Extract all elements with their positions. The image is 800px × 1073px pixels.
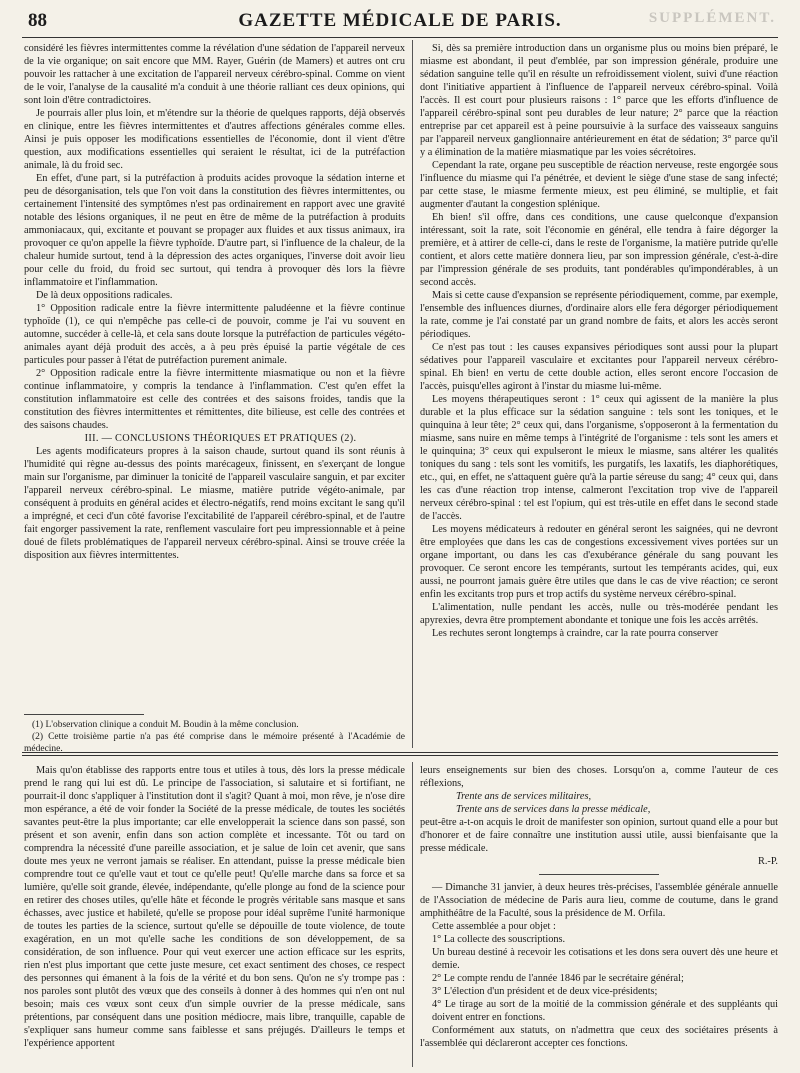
article-column-top-right bbox=[420, 42, 778, 748]
paragraph: Eh bien! s'il offre, dans ces conditions, une cause quelconque d'expansion intéressant, soit la rate, soit l'économie en général, elle tendra à faire dégorger la première, et à attirer de celle-ci, dans le reste de l'organisme, la matière putride qu'elle contient, et alors cette matière donnera lieu, par son impression générale, c'est-à-dire par l'impression générale de ses produits, tant pondérables qu'impondérables, à un second accès. bbox=[420, 212, 778, 288]
separator-rule bbox=[539, 874, 659, 875]
paragraph: Les rechutes seront longtemps à craindre, car la rate pourra conserver bbox=[432, 628, 719, 639]
signature: R.-P. bbox=[757, 856, 778, 867]
announcement: — Dimanche 31 janvier, à deux heures très-précises, l'assemblée générale annuelle de l'Association de médecine de Paris aura lieu, comme de coutume, dans le grand amphithéâtre de la Faculté, sous la présidence de M. Orfila. bbox=[420, 882, 778, 919]
column-divider-bottom bbox=[412, 762, 413, 1067]
paragraph: peut-être a-t-on acquis le droit de manifester son opinion, surtout quand elle a pour but d'honorer et de faire connaître une institution aussi utile, aussi bienfaisante que la presse médicale. bbox=[420, 817, 778, 854]
footnote-rule bbox=[24, 714, 144, 715]
header-rule bbox=[22, 37, 778, 38]
paragraph: Mais qu'on établisse des rapports entre tous et utiles à tous, dès lors la presse médicale prend le rang qui lui est dû. Le principe de l'association, si salutaire et si fortifiant, ne pourrait-il donc s'appliquer à l'institution dont il s'agit? Quant à moi, mon rêve, je n'ose dire mon espérance, a été de voir fonder la Société de la presse médicale, de toutes les sociétés savantes peut-être la plus importante; car elle envelopperait la science dans son passé, son présent et son avenir, enfin dans son action complète et incessante. Tôt ou tard on comprendra la nécessité d'une pareille association, et je salue de loin cet avenir, que sans doute mes yeux ne verront jamais se réaliser. En attendant, puisse la presse médicale bien comprendre tout ce qu'elle vaut et tout ce qu'elle peut! Qu'elle marche dans sa force et sa lumière, qu'elle soit grande, élevée, indépendante, qu'elle plonge au fond de la science pour en retirer des choses utiles, qu'elle hâte et féconde le progrès véritable sans masque et sans échasses, avec justice et habileté, qu'elle se propose pour idéal suprême l'unité harmonique de toutes les parties de la science, surtout qu'elle se dépouille de toute violence, de toute exagération, en un mot qu'elle sache les conditions de son développement, de sa considération, de son influence. Pour qui veut exercer une action efficace sur les esprits, rien n'est plus important que cette juste mesure, cet exact sentiment des choses, ce respect des personnes qui émanent à la fois de la vérité et du bon sens. Qu'on ne s'y trompe pas : nos paroles sont plutôt des vœux que des conseils à donner à des hommes qui n'en ont nul besoin; mais ces vœux sont ceux d'un simple ouvrier de la presse médicale, sans prétentions, par conséquent dans une position médiocre, mais libre, tranquille, capable de s'expliquer sans humeur comme sans faiblesse et sans préjugés. D'ailleurs le temps et l'expérience apportent bbox=[24, 765, 405, 1049]
quote-line bbox=[420, 803, 778, 816]
page-number: 88 bbox=[28, 10, 47, 31]
paragraph: 2° Opposition radicale entre la fièvre intermittente miasmatique ou non et la fièvre continue inflammatoire, y compris la tendance à l'inflammation. C'est qu'en effet la constitution inflammatoire est celle des contrées et des saisons froides, tandis que la constitution des fièvres intermittentes et rémittentes, dite bilieuse, est celle des contrées et des saisons chaudes. bbox=[24, 368, 405, 431]
paragraph: leurs enseignements sur bien des choses. Lorsqu'on a, comme l'auteur de ces réflexions, bbox=[420, 765, 778, 789]
page-header bbox=[22, 6, 778, 36]
paragraph: Cette assemblée a pour objet : bbox=[432, 921, 556, 932]
quote-text: Trente ans de services dans la presse médicale, bbox=[456, 804, 651, 815]
paragraph: Si, dès sa première introduction dans un organisme plus ou moins bien préparé, le miasme est abondant, il peut d'emblée, par son impression générale, produire une sédation sanguine telle qu'il en résulte un refroidissement violent, suivi d'une réaction dont l'initiative appartient à l'influence de l'appareil nerveux cérébro-spinal. Voilà l'accès. Il est court pour plusieurs raisons : 1° parce que les efforts d'influence de l'appareil cérébro-spinal sont peu durables de leur nature; 2° parce que la réaction entreprise par cet appareil est à peine poursuivie à la surface des vaisseaux sanguins par l'appareil nerveux ganglionnaire antérieurement en état de sédation; 3° parce qu'il y a élimination de la matière miasmatique par les voies sécrétoires. bbox=[420, 43, 778, 158]
feuilleton-column-left bbox=[24, 764, 405, 1069]
column-divider-top bbox=[412, 40, 413, 748]
footnote: (1) L'observation clinique a conduit M. Boudin à la même conclusion. bbox=[32, 720, 299, 730]
supplement-label: SUPPLÉMENT. bbox=[648, 10, 776, 26]
section-heading: III. — CONCLUSIONS THÉORIQUES ET PRATIQUES (2). bbox=[84, 433, 357, 444]
paragraph: Cependant la rate, organe peu susceptible de réaction nerveuse, reste engorgée sous l'influence du miasme qui l'a pénétrée, et devient le siège d'une stase de sang infecté; par cette stase, le miasme fermente mieux, est peu éliminé, se multiplie, et fait augmenter d'autant la congestion splénique. bbox=[420, 160, 778, 210]
footnotes bbox=[24, 708, 405, 755]
paragraph: Les moyens médicateurs à redouter en général seront les saignées, qui ne devront être employées que dans les cas de congestions excessivement vives portées sur un organe important, ou dans les cas d'exubérance générale du sang pouvant les provoquer. Ce seront encore les tempérants, surtout les tempérants acides, qui, eux aussi, ne pourront jamais guère être utiles que dans le cas de vive réaction; ce seront enfin les excitants trop purs et trop actifs du système nerveux cérébro-spinal. bbox=[420, 524, 778, 600]
agenda-list bbox=[420, 933, 778, 1024]
feuilleton-rule-double bbox=[22, 755, 778, 756]
feuilleton-column-right bbox=[420, 764, 778, 1069]
paragraph: Les moyens thérapeutiques seront : 1° ceux qui agissent de la manière la plus durable et la plus efficace sur la sédation sanguine : tels sont les toniques, et le quinquina à leur tête; 2° ceux qui, dans l'organisme, s'opposeront à la fermentation du miasme, sans nuire en même temps à l'intégrité de l'organisme : tels sont les amers et le quinquina; 3° ceux qui expulseront le mieux le miasme, sans altérer les qualités toniques du sang : tels sont les vomitifs, les purgatifs, les laxatifs, les diaphorétiques, etc., qui, en effet, ne s'attaquent guère qu'à la partie séreuse du sang; 4° ceux qui, dans les cas d'une réaction trop intense, calmeront l'excitation trop vive de l'appareil nerveux cérébro-spinal : tel est l'opium, qui est très-utile en effet dans le second stade de l'accès. bbox=[420, 394, 778, 522]
paragraph: considéré les fièvres intermittentes comme la révélation d'une sédation de l'appareil nerveux de la vie organique; on sait encore que MM. Rayer, Guérin (de Mamers) et autres ont cru pouvoir les rattacher à une excitation de l'appareil nerveux cérébro-spinal. Comme on vient de le voir, l'analyse de la causalité m'a conduit à une théorie ralliant ces deux opinions, qui sont loin d'être contradictoires. bbox=[24, 43, 405, 106]
paragraph: Mais si cette cause d'expansion se représente périodiquement, comme, par exemple, l'ensemble des influences diurnes, d'ordinaire alors elle fera dégorger périodiquement la rate, comme je l'ai constaté par un grand nombre de faits, et alors les accès seront périodiques. bbox=[420, 290, 778, 340]
paragraph: Ce n'est pas tout : les causes expansives périodiques sont aussi pour la plupart sédatives pour l'appareil vasculaire et excitantes pour l'appareil nerveux cérébro-spinal. Eh bien! en vertu de cette double action, elles seront encore l'occasion de l'accès, puisqu'elles agiront à l'instar du miasme lui-même. bbox=[420, 342, 778, 392]
list-item: 2° Le compte rendu de l'année 1846 par le secrétaire général; bbox=[432, 973, 684, 984]
paragraph: Conformément aux statuts, on n'admettra que ceux des sociétaires présents à l'assemblée qui déclareront accepter ces fonctions. bbox=[420, 1025, 778, 1049]
paragraph: En effet, d'une part, si la putréfaction à produits acides provoque la sédation interne et peu de désorganisation, tels que l'on voit dans la constitution des fièvres intermittentes, ou certainement l'intensité des symptômes n'est pas ordinairement en rapport avec une gravité notable des lésions organiques, il ne peut en être de même de la putréfaction à produits ammoniacaux, qui, excitante et pouvant se propager aux fluides et aux tissus animaux, ira provoquer ce qu'on appelle la fièvre typhoïde. D'autre part, si l'influence de la chaleur, de la chaleur humide surtout, tend à la dépression des actes organiques, l'inverse doit avoir lieu pour celle du froid, du froid sec surtout, qui tendra à provoquer dès lors la fièvre inflammatoire et l'inflammation. bbox=[24, 173, 405, 288]
list-item: 4° Le tirage au sort de la moitié de la commission générale et des suppléants qui doivent entrer en fonctions. bbox=[432, 999, 778, 1023]
paragraph: Les agents modificateurs propres à la saison chaude, surtout quand ils sont réunis à l'humidité qui règne au-dessus des points marécageux, finissent, en s'exerçant de longue main sur l'organisme, par diminuer la tonicité de l'appareil vasculaire sanguin, et par exciter l'appareil nerveux cérébro-spinal. Le miasme, matière putride végéto-animale, par conséquent à produits en général acides et électro-négatifs, rend moins excitant le sang qu'il a imprégné, et ceci d'un côté favorise l'excitabilité de l'appareil cérébro-spinal, et de l'autre fait engorger passivement la rate, renflement vasculaire fort peu impressionnable et à peine doué de filets problématiques de l'appareil nerveux cérébro-spinal. Ainsi se trouve créée la disposition aux fièvres intermittentes. bbox=[24, 446, 405, 561]
quote-text: Trente ans de services militaires, bbox=[456, 791, 592, 802]
list-item: Un bureau destiné à recevoir les cotisations et les dons sera ouvert dès une heure et demie. bbox=[432, 947, 778, 971]
paragraph: 1° Opposition radicale entre la fièvre intermittente paludéenne et la fièvre continue typhoïde (1), ce qui n'empêche pas celle-ci de pouvoir, comme je l'ai vu souvent en automne, succéder à celle-là, et cela sans doute lorsque la putréfaction de particules végéto-animales ayant déjà produit des accès, a à peu près épuisé la partie végétale de ces particules pour passer à l'état de putréfaction purement animale. bbox=[24, 303, 405, 366]
quote-line bbox=[420, 790, 778, 803]
article-column-top-left bbox=[24, 42, 405, 704]
footnote: (2) Cette troisième partie n'a pas été comprise dans le mémoire présenté à l'Académie de médecine. bbox=[24, 732, 405, 754]
list-item: 1° La collecte des souscriptions. bbox=[432, 934, 566, 945]
paragraph: L'alimentation, nulle pendant les accès, nulle ou très-modérée pendant les apyrexies, devra être promptement abondante et tonique une fois les accès arrêtés. bbox=[420, 602, 778, 626]
paragraph: De là deux oppositions radicales. bbox=[36, 290, 173, 301]
list-item: 3° L'élection d'un président et de deux vice-présidents; bbox=[432, 986, 658, 997]
journal-title: GAZETTE MÉDICALE DE PARIS. bbox=[238, 10, 562, 31]
feuilleton-rule bbox=[22, 752, 778, 753]
paragraph: Je pourrais aller plus loin, et m'étendre sur la théorie de quelques rapports, déjà observés en clinique, entre les fièvres intermittentes et d'autres affections générales comme elles. Ainsi je puis opposer les modifications essentielles de l'économie, dont il vient d'être question, aux modifications essentielles qui seraient le résultat, ici de la putréfaction animale, là du froid sec. bbox=[24, 108, 405, 171]
